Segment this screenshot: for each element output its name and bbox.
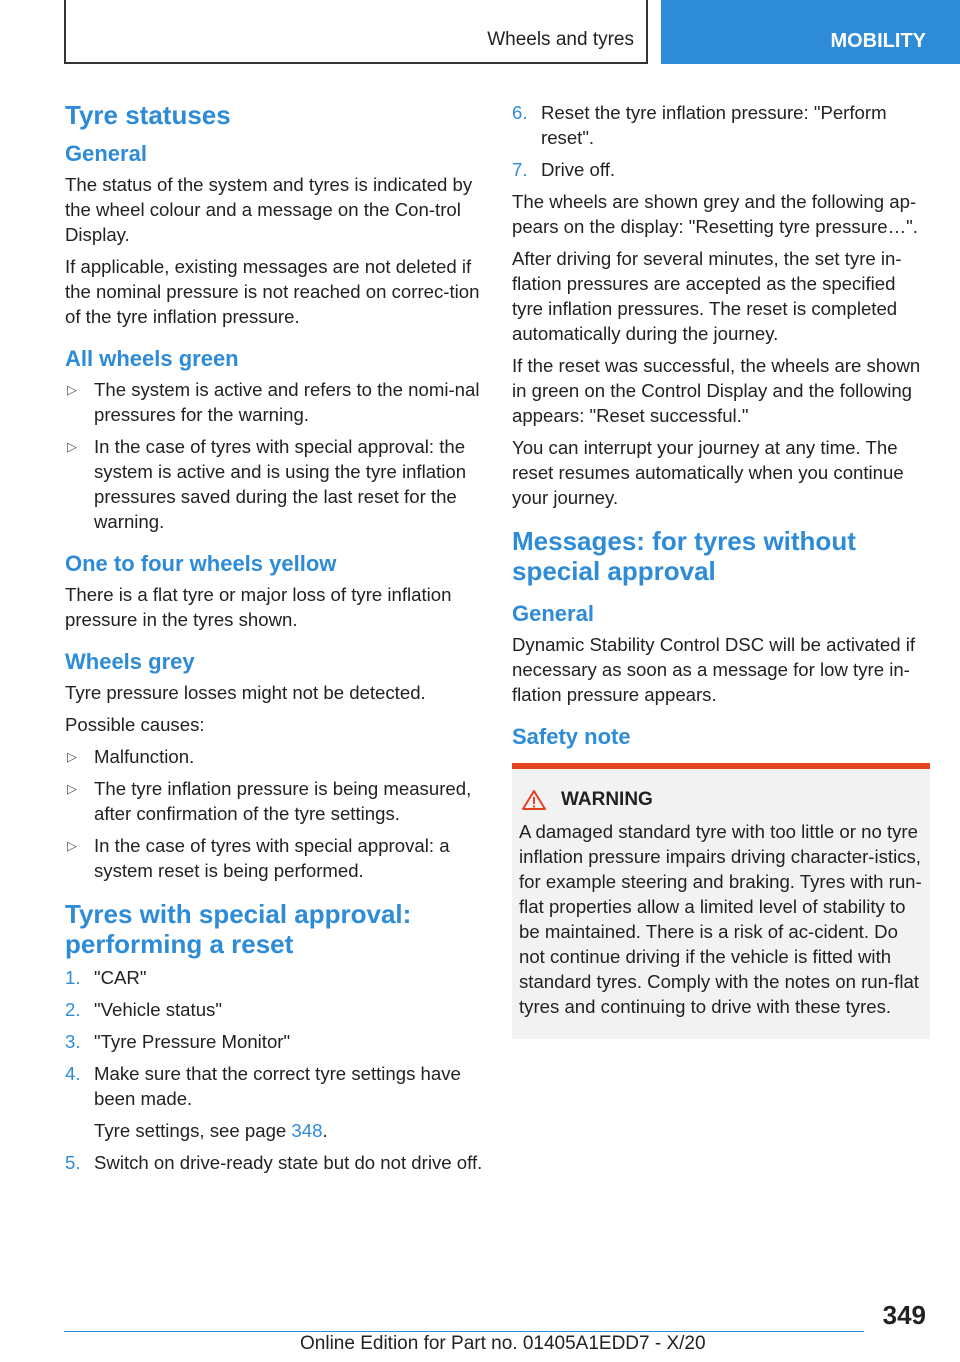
heading-tyre-statuses: Tyre statuses [65,100,231,130]
general-paragraph-1: The status of the system and tyres is indicated by the wheel colour and a message on the Con‐trol Display. [65,174,473,245]
reset-steps-continued [512,100,930,182]
heading-general: General [65,141,147,166]
reset-paragraph-1: The wheels are shown grey and the following ap‐pears on the display: "Resetting tyre pressure…". [512,191,918,237]
list-item: ▷ In the case of tyres with special approval: a system reset is being performed. [67,835,450,881]
heading-all-wheels-green: All wheels green [65,346,239,371]
warning-triangle-icon [521,789,547,811]
bullet-triangle-icon: ▷ [67,781,77,796]
step-item: 7. Drive off. [512,159,616,180]
list-item: ▷ The system is active and refers to the nomi‐nal pressures for the warning. [67,379,480,425]
step-item: 6. Reset the tyre inflation pressure: "Perform reset". [512,102,887,148]
grey-list [65,744,483,883]
bullet-triangle-icon: ▷ [67,382,77,397]
left-column [65,100,483,1182]
heading-safety-note: Safety note [512,724,631,749]
list-item: ▷ Malfunction. [67,746,195,767]
heading-messages: Messages: for tyres without special approval [512,526,856,586]
step-item: 5. Switch on drive-ready state but do not drive off. [65,1152,483,1173]
step-item: 2. "Vehicle status" [65,999,222,1020]
reset-paragraph-2: After driving for several minutes, the set tyre in‐flation pressures are accepted as the specified tyre inflation pressures. The reset is completed automatically during the journey. [512,248,902,344]
step-item: 4. Make sure that the correct tyre settings have been made. Tyre settings, see page 348. [65,1061,483,1143]
reset-steps-list [65,965,483,1175]
heading-performing-reset: Tyres with special approval: performing a reset [65,899,412,959]
edition-footer: Online Edition for Part no. 01405A1EDD7 - X/20 [300,1333,706,1354]
header-frame [64,0,648,64]
grey-paragraph-2: Possible causes: [65,714,205,735]
reset-paragraph-4: You can interrupt your journey at any time. The reset resumes automatically when you continue your journey. [512,437,904,508]
bullet-triangle-icon: ▷ [67,439,77,454]
heading-wheels-yellow: One to four wheels yellow [65,551,337,576]
warning-header [519,789,922,811]
list-item: ▷ In the case of tyres with special approval: the system is active and is using the tyre inflation pressures saved during the last reset for the warning. [67,436,467,532]
list-item: ▷ The tyre inflation pressure is being measured, after confirmation of the tyre settings. [67,778,472,824]
bullet-triangle-icon: ▷ [67,838,77,853]
bullet-triangle-icon: ▷ [67,749,77,764]
general-paragraph-2: If applicable, existing messages are not deleted if the nominal pressure is not reached on correc‐tion of the tyre inflation pressure. [65,256,480,327]
warning-title: WARNING [561,789,653,810]
footer-divider [64,1331,864,1332]
step-4-note: Tyre settings, see page 348. [94,1120,328,1141]
right-column [512,100,930,1039]
grey-paragraph-1: Tyre pressure losses might not be detected. [65,682,426,703]
reset-paragraph-3: If the reset was successful, the wheels are shown in green on the Control Display and the following appears: "Reset successful." [512,355,921,426]
step-item: 3. "Tyre Pressure Monitor" [65,1031,291,1052]
yellow-paragraph: There is a flat tyre or major loss of tyre inflation pressure in the tyres shown. [65,584,452,630]
page-reference-link[interactable]: 348 [291,1120,323,1141]
page-number: 349 [882,1300,926,1330]
heading-general-messages: General [512,601,594,626]
heading-wheels-grey: Wheels grey [65,649,195,674]
green-list [65,377,483,534]
warning-text: A damaged standard tyre with too little or no tyre inflation pressure impairs driving character‐istics, for example steering and braking. Tyres with run-flat properties allow a limited level of stability to be maintained. There is a risk of ac‐cident. Do not continue driving if the vehicle is fitted with standard tyres. Comply with the notes on run-flat tyres and continuing to drive with these tyres. [519,821,922,1017]
warning-box [512,763,930,1039]
step-item: 1. "CAR" [65,967,147,988]
chapter-tab[interactable] [661,0,960,64]
chapter-tab-label: MOBILITY [830,30,926,52]
messages-general-paragraph: Dynamic Stability Control DSC will be activated if necessary as soon as a message for low tyre in‐flation pressure appears. [512,634,916,705]
section-title: Wheels and tyres [487,29,634,50]
